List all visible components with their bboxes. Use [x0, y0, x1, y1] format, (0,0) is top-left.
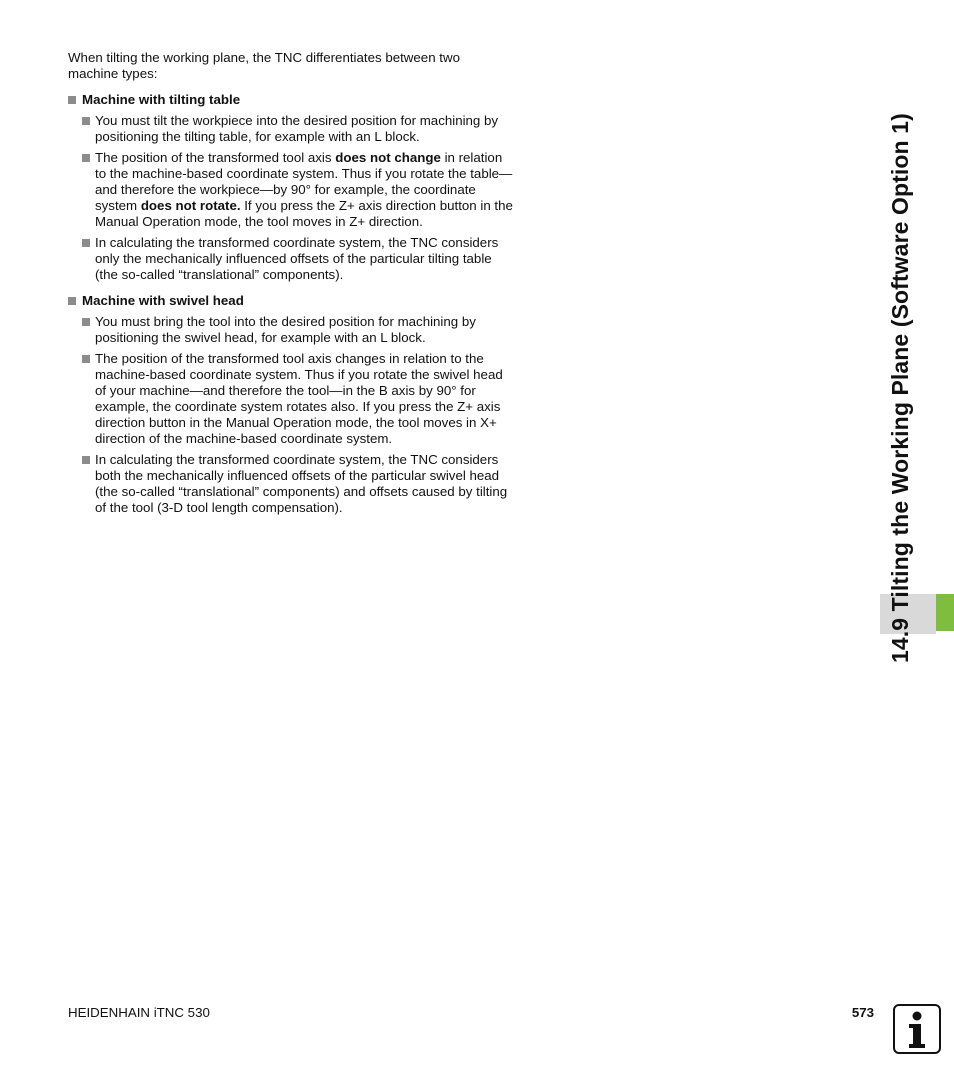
emphasis-text: does not change: [335, 150, 441, 165]
list-item-text: [95, 452, 507, 515]
square-bullet-icon: [82, 239, 90, 247]
list-item-text: [95, 351, 503, 446]
list-item-text: [95, 235, 498, 282]
text-run: You must bring the tool into the desired position for machining by positioning the swivel head, for example with an L block.: [95, 314, 476, 345]
square-bullet-icon: [68, 96, 76, 104]
list-item: [68, 351, 513, 447]
list-item: [68, 235, 513, 283]
list-item: [68, 314, 513, 346]
text-run: You must tilt the workpiece into the desired position for machining by positioning the tilting table, for example with an L block.: [95, 113, 499, 144]
text-run: The position of the transformed tool axis changes in relation to the machine-based coordinate system. Thus if you rotate the swivel head of your machine—and therefore the tool—in the B axis by 90° for example, the coordinate system rotates also. If you press the Z+ axis direction button in the Manual Operation mode, the tool moves in X+ direction of the machine-based coordinate system.: [95, 351, 503, 446]
square-bullet-icon: [82, 154, 90, 162]
section-swivel-head: [68, 293, 513, 516]
text-run: The position of the transformed tool axis: [95, 150, 336, 165]
section-heading: [68, 293, 513, 309]
intro-paragraph: When tilting the working plane, the TNC differentiates between two machine types:: [68, 50, 460, 81]
text-run: in relation to the machine-based coordinate system. Thus if you rotate the table—and therefore the workpiece—by 90° for example, the coordinate system: [95, 150, 513, 213]
square-bullet-icon: [82, 117, 90, 125]
chapter-side-title: 14.9 Tilting the Working Plane (Software Option 1): [887, 113, 913, 663]
list-item: [68, 452, 513, 516]
emphasis-text: does not rotate.: [140, 198, 241, 213]
page-number: 573: [851, 1005, 874, 1020]
square-bullet-icon: [68, 297, 76, 305]
section-heading-text: Machine with swivel head: [82, 293, 244, 308]
text-run: In calculating the transformed coordinate system, the TNC considers only the mechanically influenced offsets of the particular tilting table (the so-called “translational” components).: [95, 235, 499, 282]
square-bullet-icon: [82, 456, 90, 464]
section-tilting-table: [68, 92, 513, 283]
info-icon: [893, 1004, 941, 1054]
text-run: In calculating the transformed coordinate system, the TNC considers both the mechanically influenced offsets of the particular swivel head (the so-called “translational” components) and offsets caused by tilting of the tool (3-D tool length compensation).: [95, 452, 508, 515]
text-run: If you press the Z+ axis direction button in the Manual Operation mode, the tool moves in Z+ direction.: [95, 198, 513, 229]
list-item: [68, 150, 513, 230]
square-bullet-icon: [82, 355, 90, 363]
list-item-text: [95, 314, 476, 345]
chapter-tab-marker: [936, 594, 954, 631]
list-item: [68, 113, 513, 145]
list-item-text: [95, 150, 513, 229]
square-bullet-icon: [82, 318, 90, 326]
page-content: [68, 50, 513, 526]
section-heading-text: Machine with tilting table: [82, 92, 241, 107]
info-glyph-icon: [895, 1006, 939, 1052]
list-item-text: [95, 113, 498, 144]
footer-product-name: HEIDENHAIN iTNC 530: [68, 1005, 210, 1020]
section-heading: [68, 92, 513, 108]
